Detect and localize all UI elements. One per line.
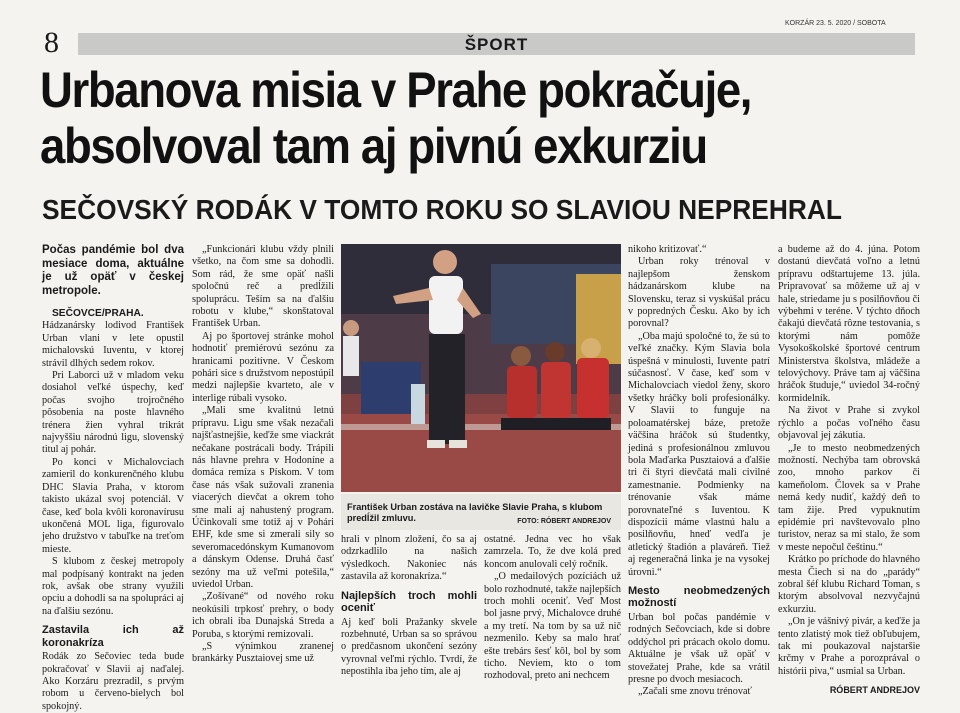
paragraph: Krátko po príchode do hlavného mesta Čiech si na do „parády“ zobral šéf klubu Richard Toman, s ktorým absolvoval nezvyčajnú exkurziu.	[778, 554, 920, 615]
paragraph-text: Hádzanársky lodivod František Urban vlani v lete opustil michalovskú Iuventu, v ktorej strávil dlhých sedem rokov.	[42, 320, 184, 369]
column-1	[42, 244, 184, 712]
dateline: SEČOVCE/PRAHA.	[52, 308, 144, 319]
paragraph: „Je to mesto neobmedzených možností. Nechýba tam obrovská zoo, mnoho parkov či kameňolom. Človek sa v Prahe nemá kedy nudiť, každý deň to tam žije. Pred vypuknutím epidémie pri navštevovalo plno turistov, neraz sa mi stalo, že som v meste nepočul češtinu.“	[778, 442, 920, 553]
headline-line-1: Urbanova misia v Prahe pokračuje,	[40, 62, 752, 118]
photo-caption-box	[341, 494, 621, 530]
paragraph: „Začali sme znovu trénovať	[638, 686, 752, 698]
paragraph: hrali v plnom zložení, čo sa aj odzrkadlilo na našich výsledkoch. Nakoniec nás zastavila až koronakríza.“	[341, 534, 477, 583]
column-4	[484, 534, 621, 694]
paragraph: Na život v Prahe si zvykol rýchlo a počas voľného času objavoval jej zákutia.	[778, 405, 920, 442]
paragraph: Aj keď boli Pražanky skvele rozbehnuté, Urban sa so správou o predčasnom ukončení sezóny vyrovnal veľmi rýchlo. Tvrdí, že nepostihla iba jeho tím, ale aj	[341, 616, 477, 678]
subheading: Zastavila ich až koronakríza	[42, 624, 184, 649]
author-byline: RÓBERT ANDREJOV	[829, 685, 920, 696]
paragraph: ostatné. Jedna vec ho však zamrzela. To, že dve kolá pred koncom anulovali celý ročník.	[484, 534, 621, 570]
photo-coach-on-bench	[341, 244, 621, 492]
column-6	[778, 244, 920, 694]
paragraph: Po konci v Michalovciach zamieril do konkurenčného klubu DHC Slavia Praha, v ktorom takisto ukázal svoj potenciál. V čase, keď bola kvôli koronavírusu ukončená MOL liga, figurovalo jeho družstvo v tabuľke na treťom mieste.	[42, 456, 184, 555]
paragraph: „S výnimkou zranenej brankárky Pusztaiovej sme už	[192, 641, 334, 665]
photo-caption: František Urban zostáva na lavičke Slavie Praha, s klubom predĺžil zmluvu.	[347, 502, 603, 523]
column-2	[192, 244, 334, 694]
column-3	[341, 534, 477, 694]
paragraph: Urban bol počas pandémie v rodných Sečovciach, kde si dobre oddýchol pri prácach okolo domu. Aktuálne je však už opäť v stovežatej Prahe, kde sa vrátil presne po dvoch mesiacoch.	[628, 611, 770, 685]
article-photo	[341, 244, 621, 492]
paragraph: „Zošívané“ od nového roku neokúsili trpkosť prehry, o body ich obrali iba Dunajská Streda a Poruba, s ktorými remizovali.	[192, 591, 334, 640]
paragraph: „Mali sme kvalitnú letnú prípravu. Ligu sme však nezačali najšťastnejšie, keďže sme viackrát nečakane postrácali body. Trápili nás hlavne prehra v Hodoníne a domáca remíza s Pískom. V tom čase nás však sužovali zranenia viacerých dievčat a okrem toho sme mali aj nahustený program. Účinkovali sme totiž aj v Pohári EHF, kde sme si zmerali sily so severomacedónskym Kumanovom a dánskym Odense. Druhá časť sezóny ma už veľmi potešila,“ uviedol Urban.	[192, 405, 334, 590]
paragraph: nikoho kritizovať.“	[628, 244, 707, 255]
paragraph: Rodák zo Sečoviec teda bude pokračovať v Slavii aj naďalej. Ako Korzáru prezradil, s prvým robom u červeno-bielych bol spokojný.	[42, 651, 184, 712]
headline-line-2: absolvoval tam aj pivnú exkurziu	[40, 118, 707, 174]
subheadline: SEČOVSKÝ RODÁK V TOMTO ROKU SO SLAVIOU NEPREHRAL	[42, 194, 842, 225]
paragraph: „On je vášnivý pivár, a keďže ja tento zlatistý mok tiež obľubujem, tak mi poukazoval najstaršie krčmy v Prahe a porozprával o histórii piva,“ usmial sa Urban.	[778, 616, 920, 677]
headline	[40, 62, 841, 174]
paragraph: Pri Laborci už v mladom veku dosiahol veľké úspechy, keď počas svojho trojročného pôsobenia na poste hlavného trénera žien vyhral trikrát najvyššiu národnú ligu, slovenský titul aj pohár.	[42, 370, 184, 456]
photo-credit: FOTO: RÓBERT ANDREJOV	[517, 518, 611, 525]
column-5	[628, 244, 770, 698]
paragraph: „Oba majú spoločné to, že sú to veľké značky. Kým Slavia bola úspešná v minulosti, Iuvente patrí súčasnosť. V čase, keď som v Michalovciach viedol ženy, skoro všetky hráčky boli profesionálky. V Slavii to funguje na poloamatérskej báze, pretože väčšina hráčok sú študentky, jediná s profesionálnou zmluvou bola Maďarka Pusztaiová a ďalšie tri či štyri dievčatá mali civilné zamestnanie. Podmienky na trénovanie však máme porovnateľné s Iuventou. K dispozícii máme vlastnú halu a posilňovňu, hneď vedľa je atletický štadión a plaváreň. Tiež aj regeneračná linka je na vysokej úrovni.“	[628, 330, 770, 578]
paragraph: S klubom z českej metropoly mal podpísaný kontrakt na jeden rok, avšak obe strany využili opciu a dohodli sa na spolupráci aj na ďalšiu sezónu.	[42, 556, 184, 617]
paragraph: a budeme až do 4. júna. Potom dostanú dievčatá voľno a letnú prípravu odštartujeme 13. júla. Pripravovať sa môžeme už aj v hale, striedame ju s posilňovňou či výbehmi v teréne. V týchto dňoch čakajú dievčatá rôzne testovania, s ktorými nám pomôže Vysokoškolské športové centrum Ministerstva školstva, mládeže a telovýchovy. Práve tam aj väčšina hráčok študuje,“ uviedol 34-ročný kormidelník.	[778, 244, 920, 404]
paragraph	[42, 308, 184, 370]
subheading: Najlepších troch mohli oceniť	[341, 589, 477, 615]
subheading: Mesto neobmedzených možností	[628, 584, 770, 610]
paragraph: Aj po športovej stránke mohol hodnotiť premiérovú sezónu za hranicami pozitívne. V Českom pohári sice s družstvom nepostúpil medzi najlepšie kvarteto, ale v interlige rúbali vysoko.	[192, 330, 334, 404]
paragraph: „O medailových pozíciách už bolo rozhodnuté, takže najlepších troch mohli oceniť. Veď Most bol jasne prvý, Michalovce druhé a my tretí. Na tom by sa už nič nezmenilo. Keby sa malo hrať ešte trebárs šesť kôl, bol by som ticho. Neviem, kto o tom rozhodoval, preto ani nechcem	[484, 571, 621, 682]
section-bar	[78, 33, 915, 55]
issue-date: KORZÁR 23. 5. 2020 / SOBOTA	[785, 20, 886, 27]
article-lead: Počas pandémie bol dva mesiace doma, aktuálne je už opäť v českej metropole.	[42, 244, 184, 297]
page-number: 8	[44, 26, 59, 59]
section-title: ŠPORT	[464, 35, 529, 54]
paragraph: Urban roky trénoval v najlepšom ženskom hádzanárskom klube na Slovensku, teraz si vyskúšal prácu v popredných Česku. Ako by ich porovnal?	[628, 256, 770, 330]
paragraph: „Funkcionári klubu vždy plnili všetko, na čom sme sa dohodli. Som rád, že sme opäť našli spoločnú reč a predĺžili spoluprácu. Teším sa na ďalšiu robotu v klube,“ skonštatoval František Urban.	[192, 244, 334, 330]
